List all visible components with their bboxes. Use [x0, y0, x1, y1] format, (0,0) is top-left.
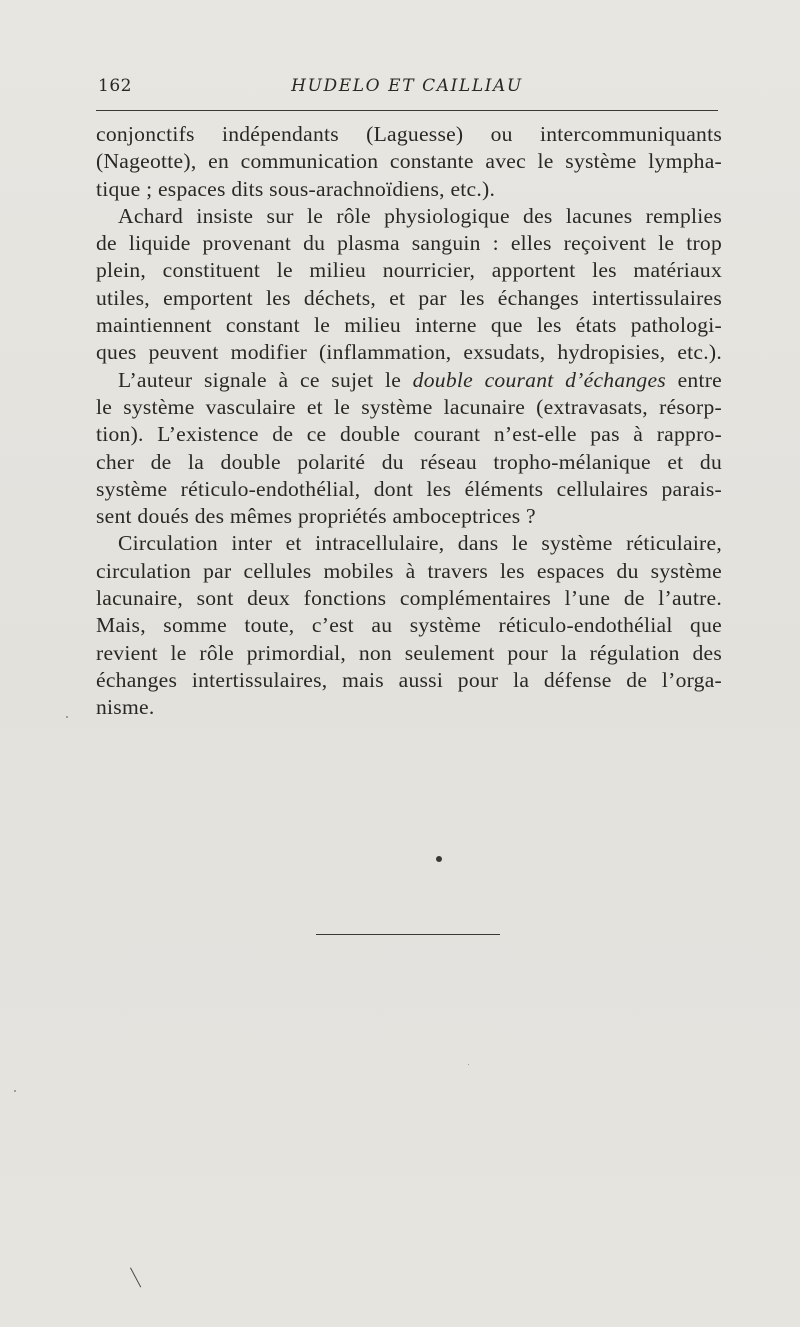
text-line: Mais, somme toute, c’est au système réticulo-endothélial que: [96, 613, 722, 638]
text-line: (Nageotte), en communication constante avec le système lympha-: [96, 149, 722, 174]
running-title: HUDELO ET CAILLIAU: [291, 76, 523, 96]
text-segment: entre: [665, 367, 723, 392]
text-line: nisme.: [96, 695, 155, 720]
ornament-dot: [436, 856, 442, 862]
text-line: tion). L’existence de ce double courant n’est-elle pas à rappro-: [96, 422, 722, 447]
end-rule: [316, 934, 500, 935]
text-line: plein, constituent le milieu nourricier, apportent les matériaux: [96, 258, 722, 283]
stray-pen-mark: [130, 1268, 141, 1288]
text-line: tique ; espaces dits sous-arachnoïdiens, etc.).: [96, 176, 496, 201]
text-line: de liquide provenant du plasma sanguin : elles reçoivent le trop: [96, 231, 722, 256]
text-line: échanges intertissulaires, mais aussi pour la défense de l’orga-: [96, 667, 722, 692]
text-line: Achard insiste sur le rôle physiologique des lacunes remplies: [118, 203, 722, 228]
emphasis-double-courant: double courant d’échanges: [412, 367, 666, 392]
text-line: le système vasculaire et le système lacunaire (extravasats, résorp-: [96, 394, 722, 419]
text-line: circulation par cellules mobiles à travers les espaces du système: [96, 558, 722, 583]
text-line: sent doués des mêmes propriétés amboceptrices ?: [96, 504, 536, 529]
page-header: [96, 76, 718, 102]
text-line: système réticulo-endothélial, dont les éléments cellulaires parais-: [96, 476, 722, 501]
paper-speck: [468, 1064, 469, 1065]
page-number: 162: [98, 76, 132, 96]
text-line: maintiennent constant le milieu interne que les états pathologi-: [96, 313, 722, 338]
paper-speck: [14, 1090, 16, 1092]
text-line: cher de la double polarité du réseau tropho-mélanique et du: [96, 449, 722, 474]
text-line: Circulation inter et intracellulaire, dans le système réticulaire,: [118, 531, 722, 556]
text-line: revient le rôle primordial, non seulement pour la régulation des: [96, 640, 722, 665]
header-rule: [96, 110, 718, 111]
body-text: [96, 121, 722, 722]
text-line: utiles, emportent les déchets, et par les échanges intertissulaires: [96, 285, 722, 310]
text-line: conjonctifs indépendants (Laguesse) ou intercommuniquants: [96, 122, 722, 146]
text-line: ques peuvent modifier (inflammation, exsudats, hydropisies, etc.).: [96, 340, 722, 365]
text-segment: L’auteur signale à ce sujet le: [118, 367, 413, 392]
paper-speck: [66, 716, 68, 718]
text-line-with-emphasis: [96, 367, 722, 394]
text-line: lacunaire, sont deux fonctions complémentaires l’une de l’autre.: [96, 586, 722, 611]
